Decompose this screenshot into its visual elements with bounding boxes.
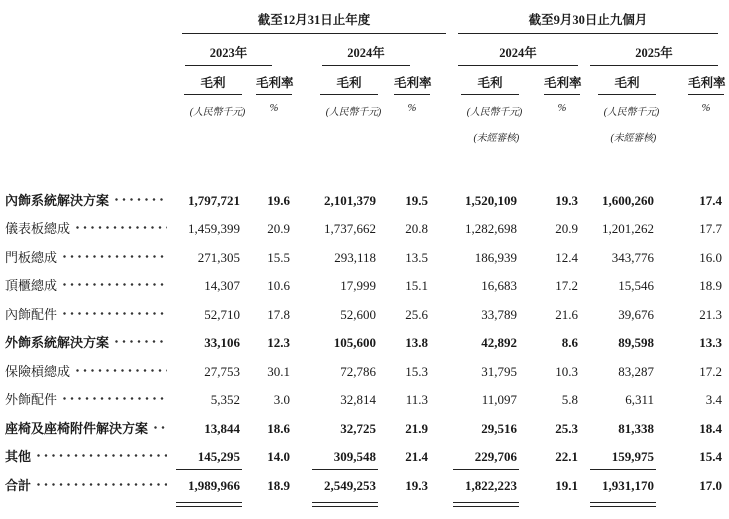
row-label-text: 外飾配件 (5, 392, 58, 407)
col-header-gross-profit (290, 66, 376, 95)
cell-value: 1,282,698 (465, 221, 517, 236)
cell-value: 25.6 (405, 306, 428, 322)
cell-value: 6,311 (625, 392, 654, 407)
cell-value: 1,600,260 (602, 192, 654, 208)
cell-value: 14,307 (204, 278, 240, 293)
gross-profit-value (578, 357, 654, 386)
gross-margin-value (517, 329, 578, 358)
cell-value: 20.9 (555, 221, 578, 236)
col-header-gross-profit (450, 66, 517, 95)
gross-profit-value (290, 186, 376, 215)
gross-profit-value (450, 243, 517, 272)
gross-profit-value (168, 414, 240, 443)
col-header-gross-margin (240, 66, 294, 95)
cell-value: 10.6 (267, 278, 290, 293)
cell-value: 18.6 (267, 420, 290, 436)
cell-value: 18.4 (699, 420, 722, 436)
gross-margin-value (654, 300, 722, 329)
year-2025-nine-months: 2025年 (590, 34, 718, 66)
cell-value: 3.0 (273, 392, 290, 407)
table-row (0, 300, 729, 329)
cell-value: 16,683 (481, 278, 517, 293)
row-label (0, 414, 168, 443)
cell-value: 19.3 (555, 192, 578, 208)
cell-value: 271,305 (197, 249, 240, 265)
cell-value: 22.1 (555, 449, 578, 464)
cell-value: 1,797,721 (188, 192, 240, 208)
cell-value: 1,822,223 (465, 477, 517, 493)
subtotal-rule (590, 469, 656, 470)
gross-profit-value (168, 215, 240, 244)
row-label (0, 471, 168, 500)
gross-profit-value (168, 243, 240, 272)
gross-margin-value (376, 272, 428, 301)
gross-margin-value (517, 243, 578, 272)
gross-margin-value (654, 243, 722, 272)
table-row (0, 414, 729, 443)
row-label (0, 357, 168, 386)
gross-margin-value (376, 243, 428, 272)
col-header-gross-margin (376, 66, 432, 95)
row-label-text: 儀表板總成 (5, 221, 71, 236)
dotted-leader (63, 283, 167, 286)
gross-margin-value (376, 300, 428, 329)
cell-value: 105,600 (333, 335, 376, 350)
dotted-leader (115, 340, 167, 343)
col-group-nine-months-ended-sep30: 截至9月30日止九個月 (458, 10, 718, 34)
col-header-gross-profit (168, 66, 240, 95)
row-label-text: 外飾系統解決方案 (5, 335, 110, 350)
cell-value: 42,892 (481, 335, 517, 350)
dotted-leader (63, 255, 167, 258)
cell-value: 1,459,399 (188, 221, 240, 236)
cell-value: 33,789 (481, 306, 517, 322)
gross-margin-value (376, 186, 428, 215)
gross-profit-value (450, 329, 517, 358)
gross-margin-value (240, 300, 290, 329)
gross-profit-value (168, 329, 240, 358)
gross-margin-value (240, 443, 290, 472)
cell-value: 19.1 (555, 477, 578, 493)
gross-profit-label: 毛利 (598, 73, 656, 95)
row-label-text: 內飾配件 (5, 306, 58, 322)
table-row (0, 443, 729, 472)
cell-value: 52,710 (204, 306, 240, 322)
row-label (0, 243, 168, 272)
gross-profit-value (290, 471, 376, 500)
gross-profit-value (290, 386, 376, 415)
cell-value: 18.9 (267, 477, 290, 493)
dotted-leader (76, 369, 167, 372)
cell-value: 17,999 (340, 278, 376, 293)
gross-margin-value (654, 414, 722, 443)
table-row (0, 386, 729, 415)
gross-profit-value (578, 272, 654, 301)
gross-margin-value (517, 186, 578, 215)
gross-margin-value (376, 386, 428, 415)
gross-margin-value (654, 386, 722, 415)
cell-value: 17.8 (267, 306, 290, 322)
cell-value: 12.3 (267, 335, 290, 350)
gross-profit-value (290, 357, 376, 386)
gross-margin-value (517, 471, 578, 500)
cell-value: 15.1 (405, 278, 428, 293)
gross-margin-value (517, 443, 578, 472)
gross-margin-value (376, 414, 428, 443)
cell-value: 16.0 (699, 249, 722, 265)
unit-rmb-thousand: (人民幣千元) (603, 107, 659, 118)
gross-profit-value (578, 471, 654, 500)
row-label (0, 272, 168, 301)
gross-margin-value (240, 357, 290, 386)
row-label (0, 443, 168, 472)
gross-margin-value (517, 300, 578, 329)
gross-profit-value (578, 414, 654, 443)
year-2024: 2024年 (322, 34, 410, 66)
cell-value: 343,776 (611, 249, 654, 265)
cell-value: 89,598 (618, 335, 654, 350)
table-row (0, 243, 729, 272)
row-label-text: 其他 (5, 449, 32, 464)
gross-margin-value (654, 443, 722, 472)
gross-margin-value (517, 386, 578, 415)
grand-total-double-rule (590, 502, 656, 507)
table-row (0, 471, 729, 500)
gross-profit-value (290, 443, 376, 472)
gross-margin-value (654, 329, 722, 358)
year-2023: 2023年 (185, 34, 272, 66)
gross-margin-value (240, 186, 290, 215)
gross-margin-value (376, 329, 428, 358)
row-label (0, 329, 168, 358)
unaudited-note: (未經審核) (473, 133, 519, 144)
cell-value: 19.3 (405, 477, 428, 493)
cell-value: 20.8 (405, 221, 428, 236)
dotted-leader (37, 454, 167, 457)
gross-margin-value (654, 471, 722, 500)
gross-profit-value (578, 386, 654, 415)
cell-value: 15.3 (405, 363, 428, 379)
row-label-text: 頂櫃總成 (5, 278, 58, 293)
gross-profit-value (290, 243, 376, 272)
cell-value: 27,753 (204, 363, 240, 379)
dotted-leader (76, 226, 167, 229)
cell-value: 17.0 (699, 477, 722, 493)
gross-profit-value (168, 386, 240, 415)
cell-value: 309,548 (333, 449, 376, 464)
cell-value: 1,520,109 (465, 192, 517, 208)
header-row-period-groups (0, 0, 729, 34)
cell-value: 21.4 (405, 449, 428, 464)
unit-percent: % (701, 103, 711, 114)
gross-margin-value (654, 272, 722, 301)
cell-value: 20.9 (267, 221, 290, 236)
gross-profit-value (450, 186, 517, 215)
gross-profit-value (290, 300, 376, 329)
gross-profit-value (168, 471, 240, 500)
unit-percent: % (407, 103, 417, 114)
cell-value: 31,795 (481, 363, 517, 379)
cell-value: 32,725 (340, 420, 376, 436)
gross-margin-label: 毛利率 (688, 73, 724, 95)
gross-profit-value (168, 272, 240, 301)
gross-profit-value (450, 272, 517, 301)
cell-value: 13.3 (699, 335, 722, 350)
cell-value: 21.9 (405, 420, 428, 436)
cell-value: 11,097 (481, 392, 517, 407)
unit-percent: % (269, 103, 279, 114)
row-label (0, 186, 168, 215)
cell-value: 12.4 (555, 249, 578, 265)
gross-margin-value (654, 186, 722, 215)
row-label (0, 300, 168, 329)
gross-profit-value (290, 329, 376, 358)
gross-profit-value (290, 272, 376, 301)
header-row-unaudited (0, 118, 729, 144)
row-label-text: 門板總成 (5, 249, 58, 265)
cell-value: 186,939 (474, 249, 517, 265)
gross-profit-value (168, 443, 240, 472)
header-row-measures (0, 66, 729, 95)
gross-margin-label: 毛利率 (394, 73, 430, 95)
cell-value: 8.6 (561, 335, 578, 350)
cell-value: 293,118 (334, 249, 376, 265)
subtotal-rule (312, 469, 378, 470)
cell-value: 2,101,379 (324, 192, 376, 208)
gross-profit-value (450, 386, 517, 415)
grand-total-double-rule (312, 502, 378, 507)
table-body (0, 186, 729, 500)
gross-margin-value (517, 357, 578, 386)
grand-total-double-rule (176, 502, 242, 507)
table-row (0, 186, 729, 215)
unit-rmb-thousand: (人民幣千元) (189, 107, 245, 118)
gross-profit-value (290, 414, 376, 443)
cell-value: 72,786 (340, 363, 376, 379)
cell-value: 15.4 (699, 449, 722, 464)
gross-margin-value (240, 471, 290, 500)
row-label-text: 保險槓總成 (5, 363, 71, 379)
row-label-text: 內飾系統解決方案 (5, 192, 110, 208)
gross-margin-value (240, 386, 290, 415)
gross-margin-value (517, 272, 578, 301)
header-row-years (0, 34, 729, 66)
gross-margin-value (240, 329, 290, 358)
table-row (0, 272, 729, 301)
col-header-gross-profit (578, 66, 654, 95)
gross-profit-value (450, 471, 517, 500)
cell-value: 19.5 (405, 192, 428, 208)
gross-profit-value (450, 414, 517, 443)
row-label (0, 215, 168, 244)
cell-value: 17.2 (555, 278, 578, 293)
dotted-leader (115, 198, 167, 201)
cell-value: 3.4 (705, 392, 722, 407)
gross-margin-value (240, 272, 290, 301)
cell-value: 5.8 (561, 392, 578, 407)
gross-margin-value (376, 443, 428, 472)
gross-margin-value (240, 414, 290, 443)
unaudited-note: (未經審核) (610, 133, 656, 144)
grand-total-double-rule (453, 502, 519, 507)
col-header-gross-margin (654, 66, 726, 95)
col-group-year-ended-dec31: 截至12月31日止年度 (182, 10, 446, 34)
cell-value: 21.3 (699, 306, 722, 322)
cell-value: 13.5 (405, 249, 428, 265)
cell-value: 13.8 (405, 335, 428, 350)
gross-profit-label: 毛利 (184, 73, 242, 95)
cell-value: 19.6 (267, 192, 290, 208)
gross-profit-label: 毛利 (320, 73, 378, 95)
gross-profit-value (168, 300, 240, 329)
cell-value: 30.1 (267, 363, 290, 379)
gross-profit-value (578, 186, 654, 215)
cell-value: 21.6 (555, 306, 578, 322)
gross-margin-value (654, 215, 722, 244)
cell-value: 18.9 (699, 278, 722, 293)
cell-value: 81,338 (618, 420, 654, 436)
gross-profit-value (450, 215, 517, 244)
gross-profit-value (578, 215, 654, 244)
cell-value: 83,287 (618, 363, 654, 379)
table-row (0, 215, 729, 244)
gross-margin-value (376, 357, 428, 386)
row-label-text: 合計 (5, 477, 32, 493)
cell-value: 13,844 (204, 420, 240, 436)
table-row (0, 329, 729, 358)
gross-profit-value (578, 243, 654, 272)
cell-value: 2,549,253 (324, 477, 376, 493)
gross-profit-value (290, 215, 376, 244)
cell-value: 11.3 (405, 392, 428, 407)
cell-value: 1,737,662 (324, 221, 376, 236)
cell-value: 5,352 (210, 392, 240, 407)
dotted-leader (63, 397, 167, 400)
cell-value: 17.2 (699, 363, 722, 379)
cell-value: 14.0 (267, 449, 290, 464)
cell-value: 25.3 (555, 420, 578, 436)
gross-profit-value (168, 186, 240, 215)
gross-profit-value (578, 329, 654, 358)
cell-value: 1,989,966 (188, 477, 240, 493)
col-header-gross-margin (517, 66, 582, 95)
table-row (0, 357, 729, 386)
unit-percent: % (557, 103, 567, 114)
cell-value: 1,201,262 (602, 221, 654, 236)
gross-margin-value (517, 414, 578, 443)
cell-value: 15,546 (618, 278, 654, 293)
gross-margin-value (240, 243, 290, 272)
dotted-leader (154, 426, 167, 429)
cell-value: 32,814 (340, 392, 376, 407)
dotted-leader (37, 483, 167, 486)
gross-margin-value (376, 215, 428, 244)
dotted-leader (63, 312, 167, 315)
cell-value: 145,295 (197, 449, 240, 464)
gross-margin-value (240, 215, 290, 244)
cell-value: 159,975 (611, 449, 654, 464)
gross-profit-value (578, 300, 654, 329)
cell-value: 17.7 (699, 221, 722, 236)
gross-profit-value (168, 357, 240, 386)
year-2024-nine-months: 2024年 (458, 34, 578, 66)
cell-value: 52,600 (340, 306, 376, 322)
subtotal-rule (176, 469, 242, 470)
gross-margin-label: 毛利率 (544, 73, 580, 95)
gross-margin-value (517, 215, 578, 244)
header-row-units (0, 95, 729, 118)
gross-profit-value (450, 300, 517, 329)
cell-value: 15.5 (267, 249, 290, 265)
unit-rmb-thousand: (人民幣千元) (466, 107, 522, 118)
gross-margin-label: 毛利率 (256, 73, 292, 95)
cell-value: 39,676 (618, 306, 654, 322)
unit-rmb-thousand: (人民幣千元) (325, 107, 381, 118)
gross-profit-label: 毛利 (461, 73, 519, 95)
cell-value: 1,931,170 (602, 477, 654, 493)
cell-value: 17.4 (699, 192, 722, 208)
gross-profit-value (578, 443, 654, 472)
cell-value: 229,706 (474, 449, 517, 464)
gross-profit-value (450, 443, 517, 472)
row-label-text: 座椅及座椅附件解決方案 (5, 420, 149, 436)
gross-margin-value (376, 471, 428, 500)
cell-value: 10.3 (555, 363, 578, 379)
gross-profit-value (450, 357, 517, 386)
gross-margin-value (654, 357, 722, 386)
cell-value: 29,516 (481, 420, 517, 436)
subtotal-rule (453, 469, 519, 470)
cell-value: 33,106 (204, 335, 240, 350)
row-label (0, 386, 168, 415)
